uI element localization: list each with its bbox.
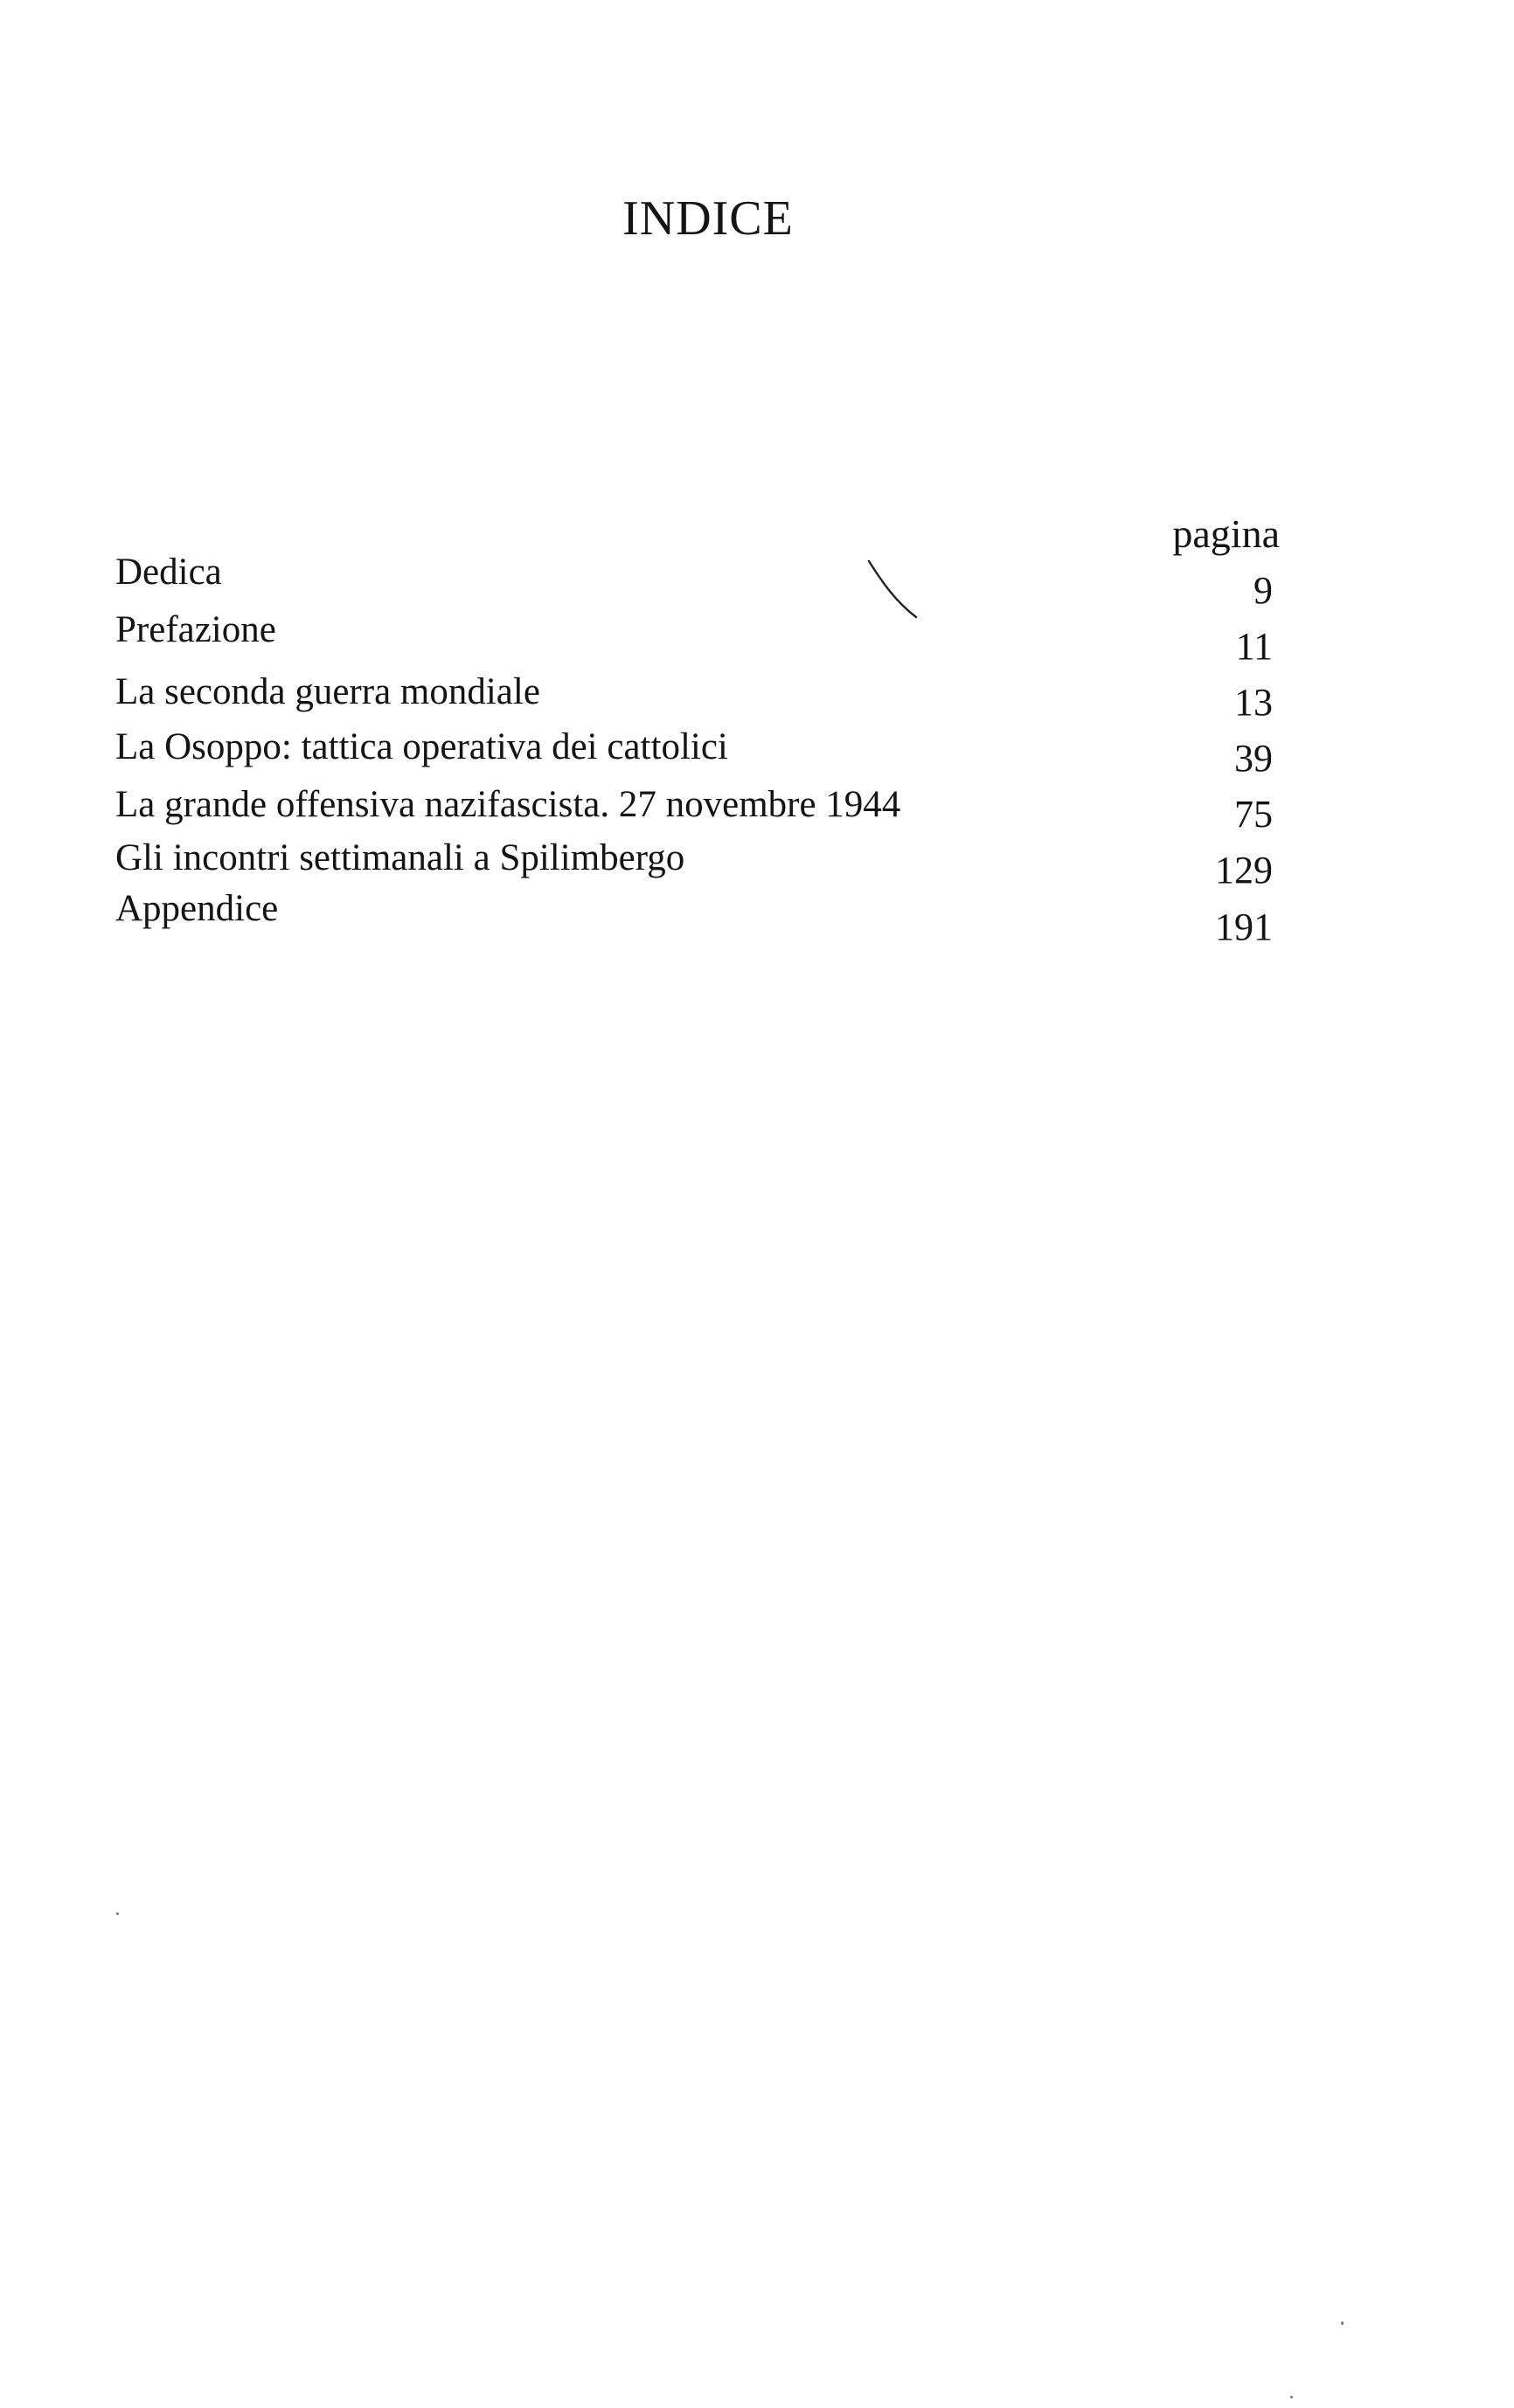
scan-speck [116,1912,119,1915]
pen-stroke-mark [865,559,927,621]
toc-entry-page: 13 [1234,681,1273,724]
toc-entry-label: Appendice [115,888,279,929]
toc-entry-label: La Osoppo: tattica operativa dei cattolici [115,726,728,767]
toc-entry-page: 75 [1234,793,1273,836]
toc-entry-page: 11 [1235,625,1273,668]
scan-speck [1341,2321,1344,2325]
page-title: INDICE [622,191,794,246]
toc-entry-label: La seconda guerra mondiale [115,671,540,712]
toc-entry-page: 129 [1215,849,1273,892]
toc-entry-page: 39 [1234,737,1273,780]
toc-entry-label: Gli incontri settimanali a Spilimbergo [115,837,685,878]
scan-speck [1290,2396,1293,2398]
toc-entry-label: Dedica [115,552,222,593]
toc-entry-label: La grande offensiva nazifascista. 27 novembre 1944 [115,784,901,825]
toc-entry-page: 191 [1215,906,1273,948]
page-column-header: pagina [1172,511,1280,556]
toc-entry-label: Prefazione [115,609,276,650]
toc-entry-page: 9 [1254,569,1273,612]
